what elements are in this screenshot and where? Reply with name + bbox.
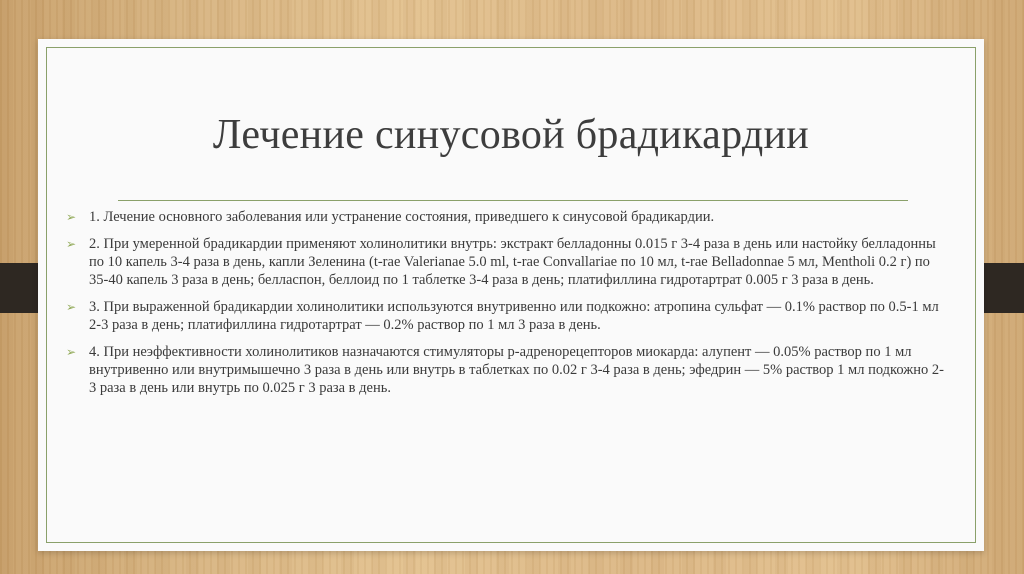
list-item xyxy=(66,343,944,397)
list-item-text: 4. При неэффективности холинолитиков назначаются стимуляторы р-адренорецепторов миокарда: алупент — 0.05% раствор по 1 мл внутривенно или внутримышечно 3 раза в день или внутрь в таблетках по 0.02 г 3-4 раза в день; эфедрин — 5% раствор 1 мл подкожно 2-3 раза в день или внутрь по 0.025 г 3 раза в день. xyxy=(89,344,944,396)
arrow-bullet-icon: ➢ xyxy=(66,300,77,314)
list-item xyxy=(66,208,944,226)
arrow-bullet-icon: ➢ xyxy=(66,237,77,251)
slide-title: Лечение синусовой брадикардии xyxy=(212,112,810,158)
list-item xyxy=(66,235,944,289)
arrow-bullet-icon: ➢ xyxy=(66,210,77,224)
list-item-text: 3. При выраженной брадикардии холинолитики используются внутривенно или подкожно: атропина сульфат — 0.1% раствор по 0.5-1 мл 2-3 раза в день; платифиллина гидротартрат — 0.2% раствор по 1 мл 3 раза в день. xyxy=(89,299,939,333)
slide xyxy=(38,39,984,551)
list-item-text: 2. При умеренной брадикардии применяют холинолитики внутрь: экстракт белладонны 0.015 г 3-4 раза в день или настойку белладонны по 10 капель 3-4 раза в день, капли Зеленина (t-rae Valerianae 5.0 ml, t-rae Convallariae по 10 мл, t-rae Belladonnae 5 мл, Mentholi 0.2 г) по 35-40 капель 3 раза в день; белласпон, беллоид по 1 таблетке 3-4 раза в день; платифиллина гидротартрат 0.005 г 3 раза в день. xyxy=(89,236,936,288)
list-item xyxy=(66,298,944,334)
title-divider xyxy=(118,200,908,201)
bullet-list xyxy=(66,208,944,406)
list-item-text: 1. Лечение основного заболевания или устранение состояния, приведшего к синусовой брадикардии. xyxy=(89,209,715,225)
arrow-bullet-icon: ➢ xyxy=(66,345,77,359)
